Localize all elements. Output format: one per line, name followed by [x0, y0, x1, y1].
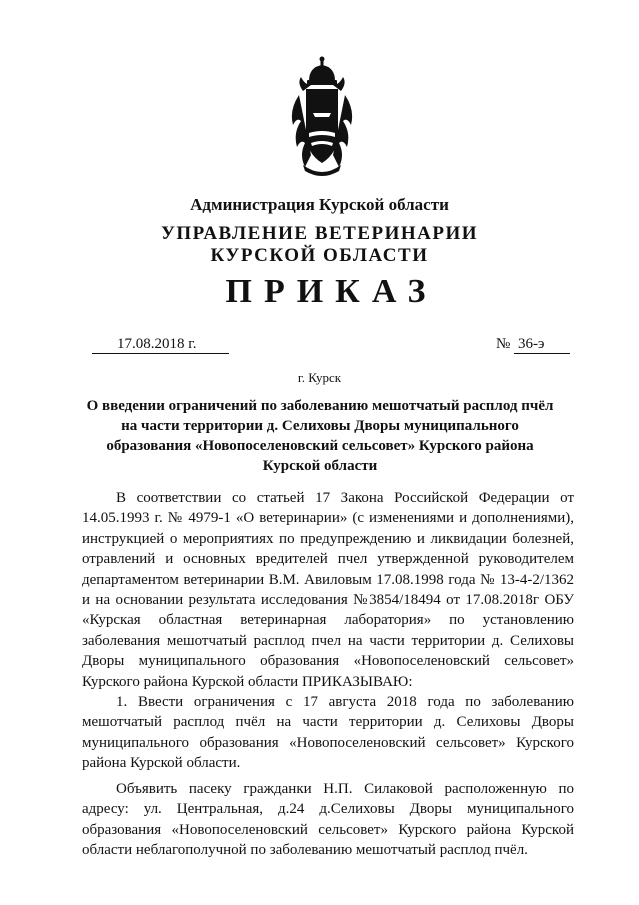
order-title: О введении ограничений по заболеванию мешотчатый расплод пчёл на части территории д. Селиховы Дворы муниципального образования «Новопоселеновский сельсовет» Курского района Курской области	[86, 398, 554, 474]
item-1-paragraph: 1. Ввести ограничения с 17 августа 2018 года по заболеванию мешотчатый расплод пчёл на части территории д. Селиховы Дворы муниципального образования «Новопоселеновский сельсовет» Курского района Курской области.	[82, 694, 574, 772]
order-body	[82, 488, 574, 860]
city: г. Курск	[297, 370, 342, 385]
document-type: ПРИКАЗ	[225, 273, 438, 310]
administration-name: Администрация Курской области	[190, 195, 449, 214]
order-number-label: №	[496, 336, 511, 352]
item-2-paragraph: Объявить пасеку гражданки Н.П. Силаковой расположенную по адресу: ул. Центральная, д.24 д.Селиховы Дворы муниципального образования «Новопоселеновский сельсовет» Курского района Курской области неблагополучной по заболеванию мешотчатый расплод пчёл.	[82, 780, 574, 858]
order-date: 17.08.2018 г.	[117, 336, 197, 352]
department-name-line2: КУРСКОЙ ОБЛАСТИ	[210, 245, 429, 266]
preamble-paragraph: В соответствии со статьей 17 Закона Российской Федерации от 14.05.1993 г. № 4979-1 «О ветеринарии» (с изменениями и дополнениями), инструкцией о мероприятиях по предупреждению и ликвидации болезней, отравлений и основных вредителей пчел утвержденной руководителем департаментом ветеринарии В.М. Авиловым 17.08.1998 года № 13-4-2/1362 и на основании результата исследования №3854/18494 от 17.08.2018г ОБУ «Курская областная ветеринарная лаборатория» по установлению заболевания мешотчатый расплод пчел на части территории д. Селиховы Дворы муниципального образования «Новопоселеновский сельсовет» Курского района Курской области ПРИКАЗЫВАЮ:	[82, 490, 574, 690]
order-number: 36-э	[518, 336, 545, 352]
department-name-line1: УПРАВЛЕНИЕ ВЕТЕРИНАРИИ	[160, 223, 479, 244]
coat-of-arms-icon	[289, 55, 355, 179]
